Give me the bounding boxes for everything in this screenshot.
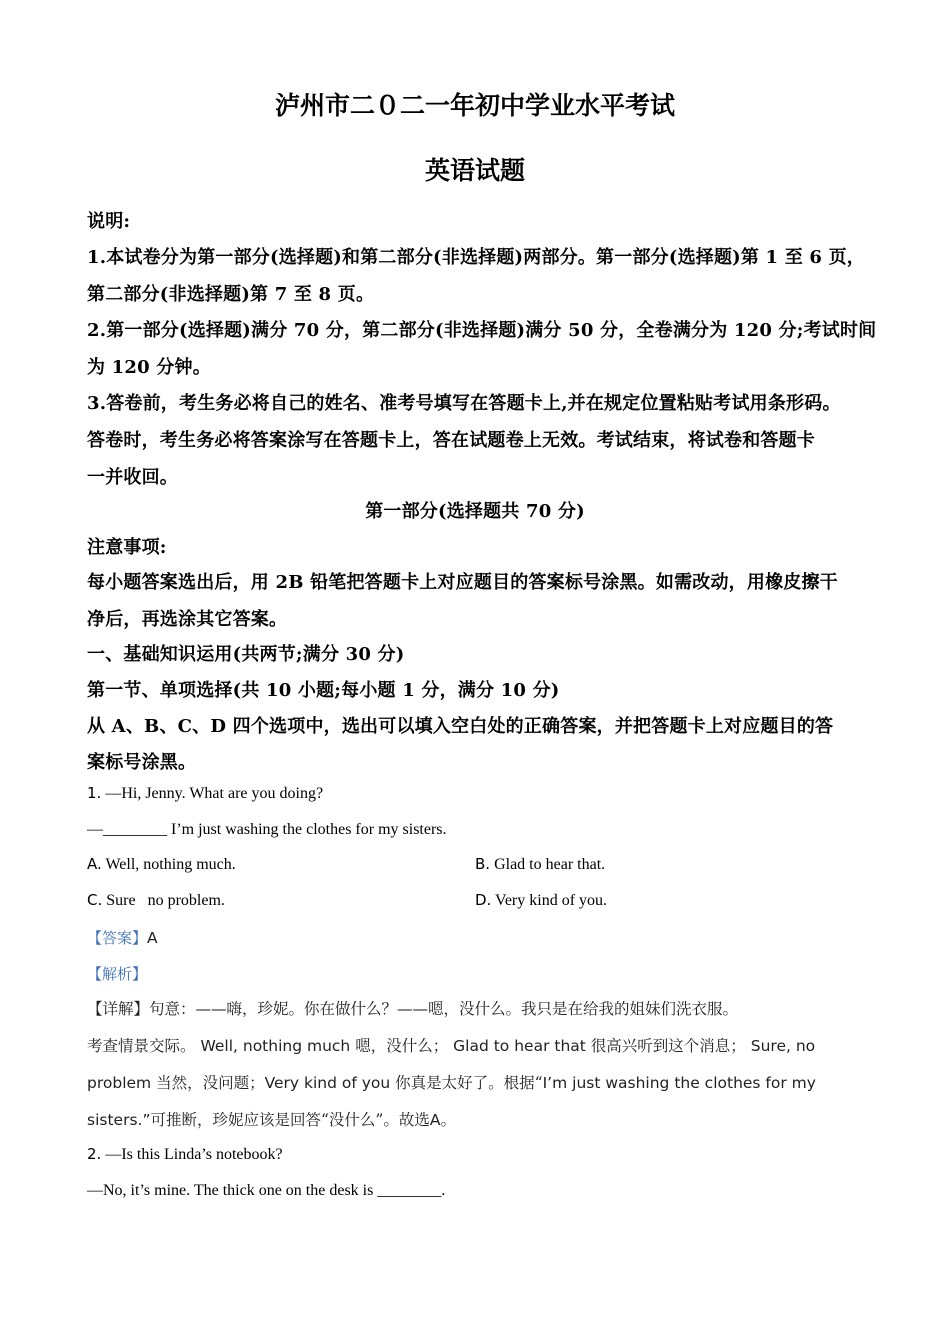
notes-label: 注意事项:	[87, 537, 167, 558]
instruction-line: 答卷时，考生务必将答案涂写在答题卡上，答在试题卷上无效。考试结束，将试卷和答题卡	[87, 430, 815, 451]
option-a	[87, 855, 236, 874]
expl-english: sisters.”	[87, 1111, 151, 1129]
part-one-heading: 第一部分(选择题共 70 分)	[365, 501, 585, 522]
question-line: —________ I’m just washing the clothes for my sisters.	[87, 821, 447, 838]
expl-english: Sure, no	[750, 1037, 816, 1055]
option-text: Well, nothing much.	[105, 856, 236, 873]
directions-line: 案标号涂黑。	[87, 752, 197, 773]
answer-value: A	[147, 929, 158, 947]
option-d	[475, 891, 607, 910]
subsection-heading: 第一节、单项选择(共 10 小题;每小题 1 分，满分 10 分)	[87, 680, 560, 701]
answer-row	[87, 927, 158, 948]
directions-line: 从 A、B、C、D 四个选项中，选出可以填入空白处的正确答案，并把答题卡上对应题目的答	[87, 716, 834, 737]
option-text: Sure no problem.	[106, 892, 225, 909]
answer-label: 【答案】	[87, 929, 148, 947]
detail-label: 【详解】	[87, 1000, 150, 1018]
option-letter: C.	[87, 891, 103, 909]
detail-text: 句意：——嗨，珍妮。你在做什么？——嗯，没什么。我只是在给我的姐妹们洗衣服。	[149, 1000, 739, 1018]
exam-subtitle: 英语试题	[424, 156, 525, 185]
option-letter: B.	[475, 855, 491, 873]
question-stem	[87, 1145, 283, 1164]
question-stem	[87, 784, 323, 803]
explanation-line	[87, 1108, 456, 1130]
expl-text: 。	[440, 1111, 456, 1129]
instruction-line: 为 120 分钟。	[87, 357, 211, 378]
expl-english: A	[429, 1111, 441, 1129]
question-text: —Is this Linda’s notebook?	[105, 1146, 283, 1163]
instructions-label: 说明:	[87, 211, 131, 232]
option-letter: A.	[87, 855, 102, 873]
section-heading: 一、基础知识运用(共两节;满分 30 分)	[87, 644, 405, 665]
analysis-label: 【解析】	[87, 965, 148, 983]
explanation-line	[87, 1071, 816, 1093]
expl-text: 嗯，没什么；	[355, 1037, 449, 1055]
expl-text: 你真是太好了。根据“	[395, 1074, 543, 1092]
option-letter: D.	[475, 891, 492, 909]
expl-text: 当然，没问题；	[156, 1074, 265, 1092]
question-number: 2.	[87, 1145, 102, 1163]
option-text: Glad to hear that.	[494, 856, 606, 873]
instruction-line: 1.本试卷分为第一部分(选择题)和第二部分(非选择题)两部分。第一部分(选择题)第 1 至 6 页，	[87, 247, 866, 268]
expl-english: I’m just washing the clothes for my	[542, 1074, 816, 1092]
expl-text: 可推断，珍妮应该是回答“没什么”。故选	[150, 1111, 430, 1129]
option-c	[87, 891, 225, 910]
expl-text: 考查情景交际。	[87, 1037, 196, 1055]
expl-english: problem	[87, 1074, 152, 1092]
option-text: Very kind of you.	[495, 892, 608, 909]
question-text: —Hi, Jenny. What are you doing?	[105, 785, 324, 802]
instruction-line: 第二部分(非选择题)第 7 至 8 页。	[87, 284, 375, 305]
notes-line: 净后，再选涂其它答案。	[87, 609, 288, 630]
option-b	[475, 855, 605, 874]
notes-line: 每小题答案选出后，用 2B 铅笔把答题卡上对应题目的答案标号涂黑。如需改动，用橡皮擦干	[87, 572, 838, 593]
instruction-line: 3.答卷前，考生务必将自己的姓名、准考号填写在答题卡上,并在规定位置粘贴考试用条形码。	[87, 393, 841, 414]
question-line: —No, it’s mine. The thick one on the desk is ________.	[87, 1182, 446, 1199]
expl-english: Very kind of you	[264, 1074, 391, 1092]
question-number: 1.	[87, 784, 102, 802]
instruction-line: 一并收回。	[87, 467, 178, 488]
explanation-line	[87, 1034, 815, 1056]
instruction-line: 2.第一部分(选择题)满分 70 分，第二部分(非选择题)满分 50 分，全卷满分为 120 分;考试时间	[87, 320, 877, 341]
exam-title: 泸州市二０二一年初中学业水平考试	[274, 91, 675, 120]
detail-row	[87, 997, 738, 1019]
expl-text: 很高兴听到这个消息；	[590, 1037, 746, 1055]
expl-english: Well, nothing much	[200, 1037, 351, 1055]
expl-english: Glad to hear that	[453, 1037, 586, 1055]
